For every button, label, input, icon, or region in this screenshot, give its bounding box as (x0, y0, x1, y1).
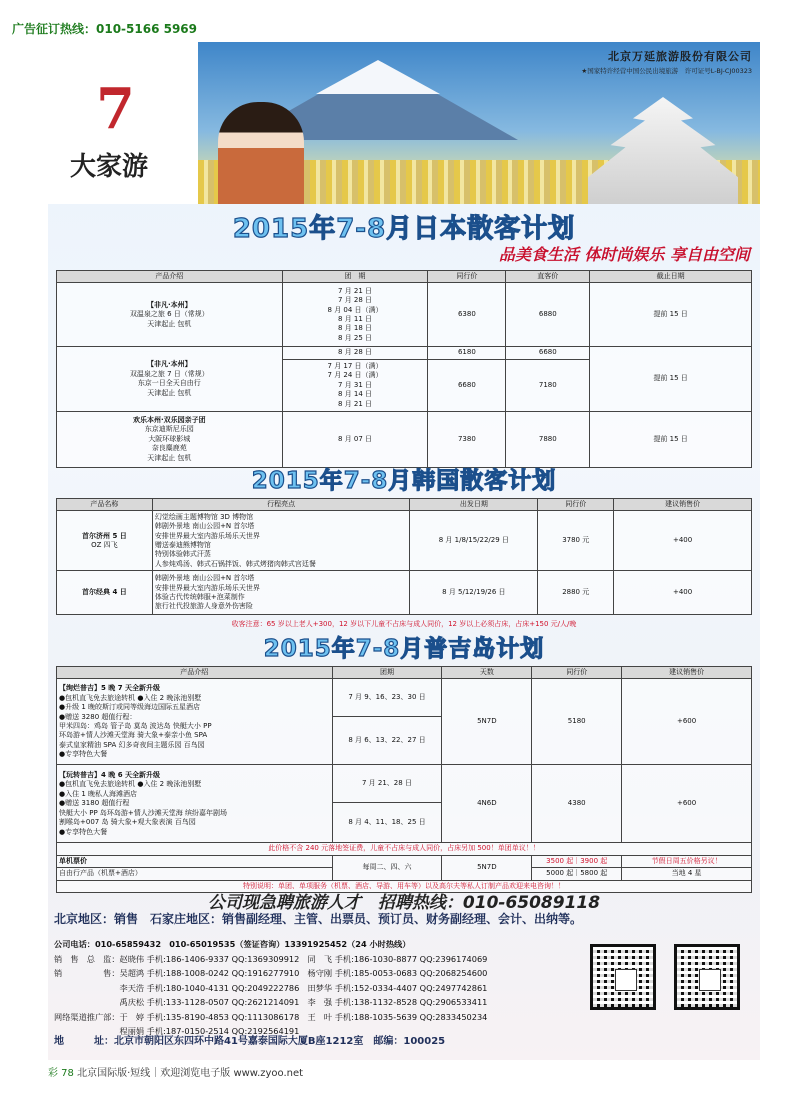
company-phone (54, 937, 574, 952)
ticket-dates: 每周二、四、六 (332, 855, 442, 880)
direct-price: 6680 (506, 347, 590, 359)
contact-row: 网络渠道推广部：于 婷 手机:135-8190-4853 QQ:1113086178 王 叶 手机:188-1035-5639 QQ:2833450234 (54, 1011, 488, 1022)
dates-cell (282, 359, 428, 411)
date: 7 月 31 日 (338, 380, 373, 389)
date: 8 月 14 日 (338, 390, 373, 399)
logo-mark-icon: 7 (96, 76, 135, 142)
product-line: 快艇大小 PP 岛环岛游+情人沙滩天堂海 缤纷嘉年剧场 (59, 808, 227, 817)
product-cell (57, 571, 153, 615)
product-title: 【非凡·本州】 (146, 360, 192, 369)
dates-cell (282, 283, 428, 347)
date: 7 月 17 日（满） (327, 361, 383, 370)
contact-row: 程丽娟 手机:187-0150-2514 QQ:2192564191 (54, 1026, 300, 1036)
qr-logo-icon (699, 969, 721, 991)
korea-table (56, 498, 752, 615)
col-header: 直客价 (506, 271, 590, 283)
product-line: 大阪环球影城 (148, 434, 191, 443)
suggested-price: +600 (622, 679, 752, 765)
recruit-headline: 公司现急聘旅游人才 招聘热线：010-65089118 (207, 893, 601, 913)
phone-label: 公司电话： (54, 939, 95, 949)
free-price-a: 5000 起 (546, 869, 574, 878)
col-header: 天数 (442, 667, 532, 679)
product-line: ●入住 1 晚私人海滩酒店 (59, 789, 138, 798)
product-line: ●升级 1 晚皎斯汀或同等级海边国际五星酒店 (59, 703, 201, 712)
col-header: 产品名称 (57, 499, 153, 511)
peer-price: 6680 (428, 359, 506, 411)
suggested-price: +400 (614, 511, 752, 571)
product-line: 环岛游+情人沙滩天堂海 骑大象+泰亲小鱼 SPA (59, 731, 208, 740)
logo-text: 大家游 (70, 152, 149, 182)
product-line: 奈良麋鹿苑 (151, 444, 187, 453)
product-line: 天津起止 包机 (147, 319, 192, 328)
product-line: 割喉岛+007 岛 骑大象+观大象表演 百鸟园 (59, 818, 196, 827)
korea-title: 2015年7-8月韩国散客计划 (251, 468, 557, 494)
suggested-price: +400 (614, 571, 752, 615)
table-row (57, 679, 752, 717)
table-row (57, 283, 752, 347)
snow-cap-image (316, 60, 440, 94)
suggested-price: +600 (622, 765, 752, 843)
date: 7 月 21 日 (338, 286, 373, 295)
deadline: 提前 15 日 (590, 347, 752, 411)
castle-image (588, 97, 738, 204)
product-line: 双温泉之旅 7 日（常规） (129, 369, 209, 378)
direct-price: 6880 (506, 283, 590, 347)
ticket-price: 3500 起｜3900 起 (532, 855, 622, 867)
highlight: 安排世界最大室内游乐场乐天世界 (154, 583, 260, 592)
highlight: 人参炖鸡汤、韩式石锅拌饭、韩式烤猪肉韩式宫廷餐 (154, 559, 316, 568)
japan-table (56, 270, 752, 468)
phuket-title: 2015年7-8月普吉岛计划 (263, 636, 545, 662)
table-row (57, 347, 752, 359)
japan-title: 2015年7-8月日本散客计划 (232, 214, 576, 244)
contacts-block (54, 937, 574, 1039)
company-name: 北京万延旅游股份有限公司 (608, 50, 752, 63)
address: 地 址：北京市朝阳区东四环中路41号嘉泰国际大厦B座1212室 邮编：100025 (54, 1036, 446, 1047)
col-header: 建议销售价 (614, 499, 752, 511)
ticket-days: 5N7D (442, 855, 532, 880)
product-title: 欢乐本州·双乐园亲子团 (132, 415, 206, 424)
product-line: OZ 四飞 (91, 540, 118, 549)
license-line-2: 许可证号L-BJ-CJ00323 (684, 67, 752, 75)
product-cell (57, 347, 283, 411)
peer-price: 3780 元 (538, 511, 614, 571)
phuket-header-row (57, 667, 752, 679)
table-row (57, 843, 752, 855)
highlights-cell (152, 511, 410, 571)
col-header: 产品介绍 (57, 271, 283, 283)
highlight: 旅行社代投旅游人身意外伤害险 (154, 602, 253, 611)
product-title: 【非凡·本州】 (146, 300, 192, 309)
depart-date: 8 月 1/8/15/22/29 日 (410, 511, 538, 571)
peer-price: 2880 元 (538, 571, 614, 615)
product-cell (57, 511, 153, 571)
col-header: 团期 (332, 667, 442, 679)
product-line: 天津起止 包机 (147, 453, 192, 462)
direct-price: 7180 (506, 359, 590, 411)
col-header: 建议销售价 (622, 667, 752, 679)
date: 8 月 04 日（满） (327, 305, 383, 314)
col-header: 产品介绍 (57, 667, 333, 679)
product-line: ●赠送 3180 超值行程 (59, 799, 130, 808)
product-title: 首尔经典 4 日 (82, 588, 127, 597)
free-price: 5000 起｜5800 起 (532, 868, 622, 880)
page-number: 彩 78 (48, 1068, 74, 1079)
depart-date: 8 月 5/12/19/26 日 (410, 571, 538, 615)
date: 7 月 21、28 日 (332, 765, 442, 803)
date: 8 月 25 日 (338, 333, 373, 342)
product-line: ●专享特色大餐 (59, 750, 108, 759)
contact-row: 李天浩 手机:180-1040-4131 QQ:2049222786 田梦华 手机:152-0334-4407 QQ:2497742861 (54, 982, 488, 993)
japan-header-row (57, 271, 752, 283)
highlight: 幻觉绘画主题博物馆 3D 博物馆 (154, 512, 254, 521)
hotline-text: 广告征订热线：010-5166 5969 (12, 22, 198, 36)
date: 8 月 21 日 (338, 399, 373, 408)
free-price-b: 5800 起 (580, 869, 608, 878)
direct-price: 7880 (506, 411, 590, 467)
product-line: ●包机直飞免去旅途转机 ●入住 2 晚泳池别墅 (59, 780, 202, 789)
table-row (57, 855, 752, 867)
highlight: 安排世界最大室内游乐场乐天世界 (154, 531, 260, 540)
product-cell (57, 411, 283, 467)
qr-code-icon (674, 944, 740, 1010)
deadline: 提前 15 日 (590, 411, 752, 467)
license-info (581, 66, 752, 75)
table-row (57, 411, 752, 467)
product-line: 东京迪斯尼乐园 (144, 425, 194, 434)
date: 8 月 28 日 (282, 347, 428, 359)
recruit-region: 北京地区：销售 石家庄地区：销售副经理、主管、出票员、预订员、财务副经理、会计、出纳等。 (54, 912, 583, 926)
col-header: 同行价 (428, 271, 506, 283)
phone-value: 010-65859432 010-65019535（签证咨询）13391925452（24 小时热线） (94, 939, 411, 949)
header-banner (48, 42, 760, 204)
highlight: 韩剧外景地 南山公园+N 首尔塔 (154, 574, 255, 583)
special-note: 特别说明：单团、单项服务（机票、酒店、导游、用车等）以及高尔夫等私人订制产品欢迎来电咨询！！ (57, 880, 752, 892)
footer-text: 北京国际版·短线｜欢迎浏览电子版 www.zyoo.net (77, 1068, 304, 1079)
ticket-price-b: 3900 起 (580, 856, 608, 865)
qr-code-icon (590, 944, 656, 1010)
peer-price: 4380 (532, 765, 622, 843)
table-row (57, 571, 752, 615)
contact-row: 销 售：吴超鸿 手机:188-1008-0242 QQ:1916277910 杨守刚 手机:185-0053-0683 QQ:2068254600 (54, 968, 488, 978)
peer-price: 7380 (428, 411, 506, 467)
product-cell (57, 679, 333, 765)
date: 8 月 11 日 (338, 314, 373, 323)
date: 7 月 24 日（满） (327, 371, 383, 380)
phuket-table (56, 666, 752, 893)
highlight: 体验古代传统韩服+泡菜制作 (154, 592, 245, 601)
highlight: 韩剧外景地 南山公园+N 首尔塔 (154, 522, 255, 531)
col-header: 团 期 (282, 271, 428, 283)
contact-row: 禹庆松 手机:133-1128-0507 QQ:2621214091 李 强 手机:138-1132-8528 QQ:2906533411 (54, 997, 488, 1007)
col-header: 出发日期 (410, 499, 538, 511)
days: 5N7D (442, 679, 532, 765)
company-info (581, 48, 752, 75)
product-title: 【绚烂普吉】5 晚 7 天全新升级 (59, 684, 161, 693)
highlights-cell (152, 571, 410, 615)
deadline: 提前 15 日 (590, 283, 752, 347)
date: 8 月 18 日 (338, 324, 373, 333)
product-cell (57, 765, 333, 843)
ad-page (48, 42, 760, 1060)
days: 4N6D (442, 765, 532, 843)
japan-slogan: 品美食生活 体时尚娱乐 享自由空间 (498, 245, 750, 264)
peer-price: 6380 (428, 283, 506, 347)
geisha-image (218, 102, 304, 204)
ticket-price-a: 3500 起 (546, 856, 574, 865)
date: 8 月 4、11、18、25 日 (332, 803, 442, 843)
table-row (57, 511, 752, 571)
korea-note: 收客注意：65 岁以上老人+300，12 岁以下儿童不占床与成人同价，12 岁以上必须占床，占床+150 元/人/晚 (231, 620, 577, 628)
hotline-bar (0, 0, 800, 42)
product-line: 双温泉之旅 6 日（常规） (129, 310, 209, 319)
peer-price: 6180 (428, 347, 506, 359)
ticket-note: 节假日周五价格另议！ (622, 855, 752, 867)
product-cell (57, 283, 283, 347)
fee-note: 此价格不含 240 元落地签证费，儿童不占床与成人同价，占床另加 500！单团单议！！ (57, 843, 752, 855)
qr-logo-icon (615, 969, 637, 991)
col-header: 截止日期 (590, 271, 752, 283)
ticket-label: 单机票价 (57, 855, 333, 867)
product-line: 天津起止 包机 (147, 388, 192, 397)
korea-header-row (57, 499, 752, 511)
date: 8 月 07 日 (282, 411, 428, 467)
product-line: 东京一日全天自由行 (137, 379, 201, 388)
col-header: 行程亮点 (152, 499, 410, 511)
col-header: 同行价 (532, 667, 622, 679)
product-title: 【玩转普吉】4 晚 6 天全新升级 (59, 770, 161, 779)
product-line: ●专享特色大餐 (59, 827, 108, 836)
product-line: ●赠送 3280 超值行程： (59, 712, 137, 721)
product-line: 泰式皇家精油 SPA 幻多奇夜间主题乐园 百鸟园 (59, 740, 205, 749)
logo-box (48, 42, 198, 204)
free-label: 自由行产品（机票+酒店） (57, 868, 333, 880)
footer (48, 1064, 303, 1079)
product-line: ●包机直飞免去旅途转机 ●入住 2 晚泳池别墅 (59, 693, 202, 702)
free-note: 当地 4 星 (622, 868, 752, 880)
date: 7 月 9、16、23、30 日 (332, 679, 442, 717)
product-line: 甲米四岛：鸡岛 管子岛 莫岛 波达岛 快艇大小 PP (59, 721, 212, 730)
contact-row: 销 售 总 监：赵晓伟 手机:186-1406-9337 QQ:1369309912 同 飞 手机:186-1030-8877 QQ:2396174069 (54, 953, 488, 964)
license-line-1: ★国家特许经营中国公民出境旅游 (581, 67, 679, 75)
col-header: 同行价 (538, 499, 614, 511)
date: 8 月 6、13、22、27 日 (332, 717, 442, 765)
product-title: 首尔济州 5 日 (82, 531, 127, 540)
table-row (57, 765, 752, 803)
highlight: 赠送泰迪熊博物馆 (154, 540, 211, 549)
peer-price: 5180 (532, 679, 622, 765)
highlight: 特别体验韩式汗蒸 (154, 550, 211, 559)
date: 7 月 28 日 (338, 296, 373, 305)
